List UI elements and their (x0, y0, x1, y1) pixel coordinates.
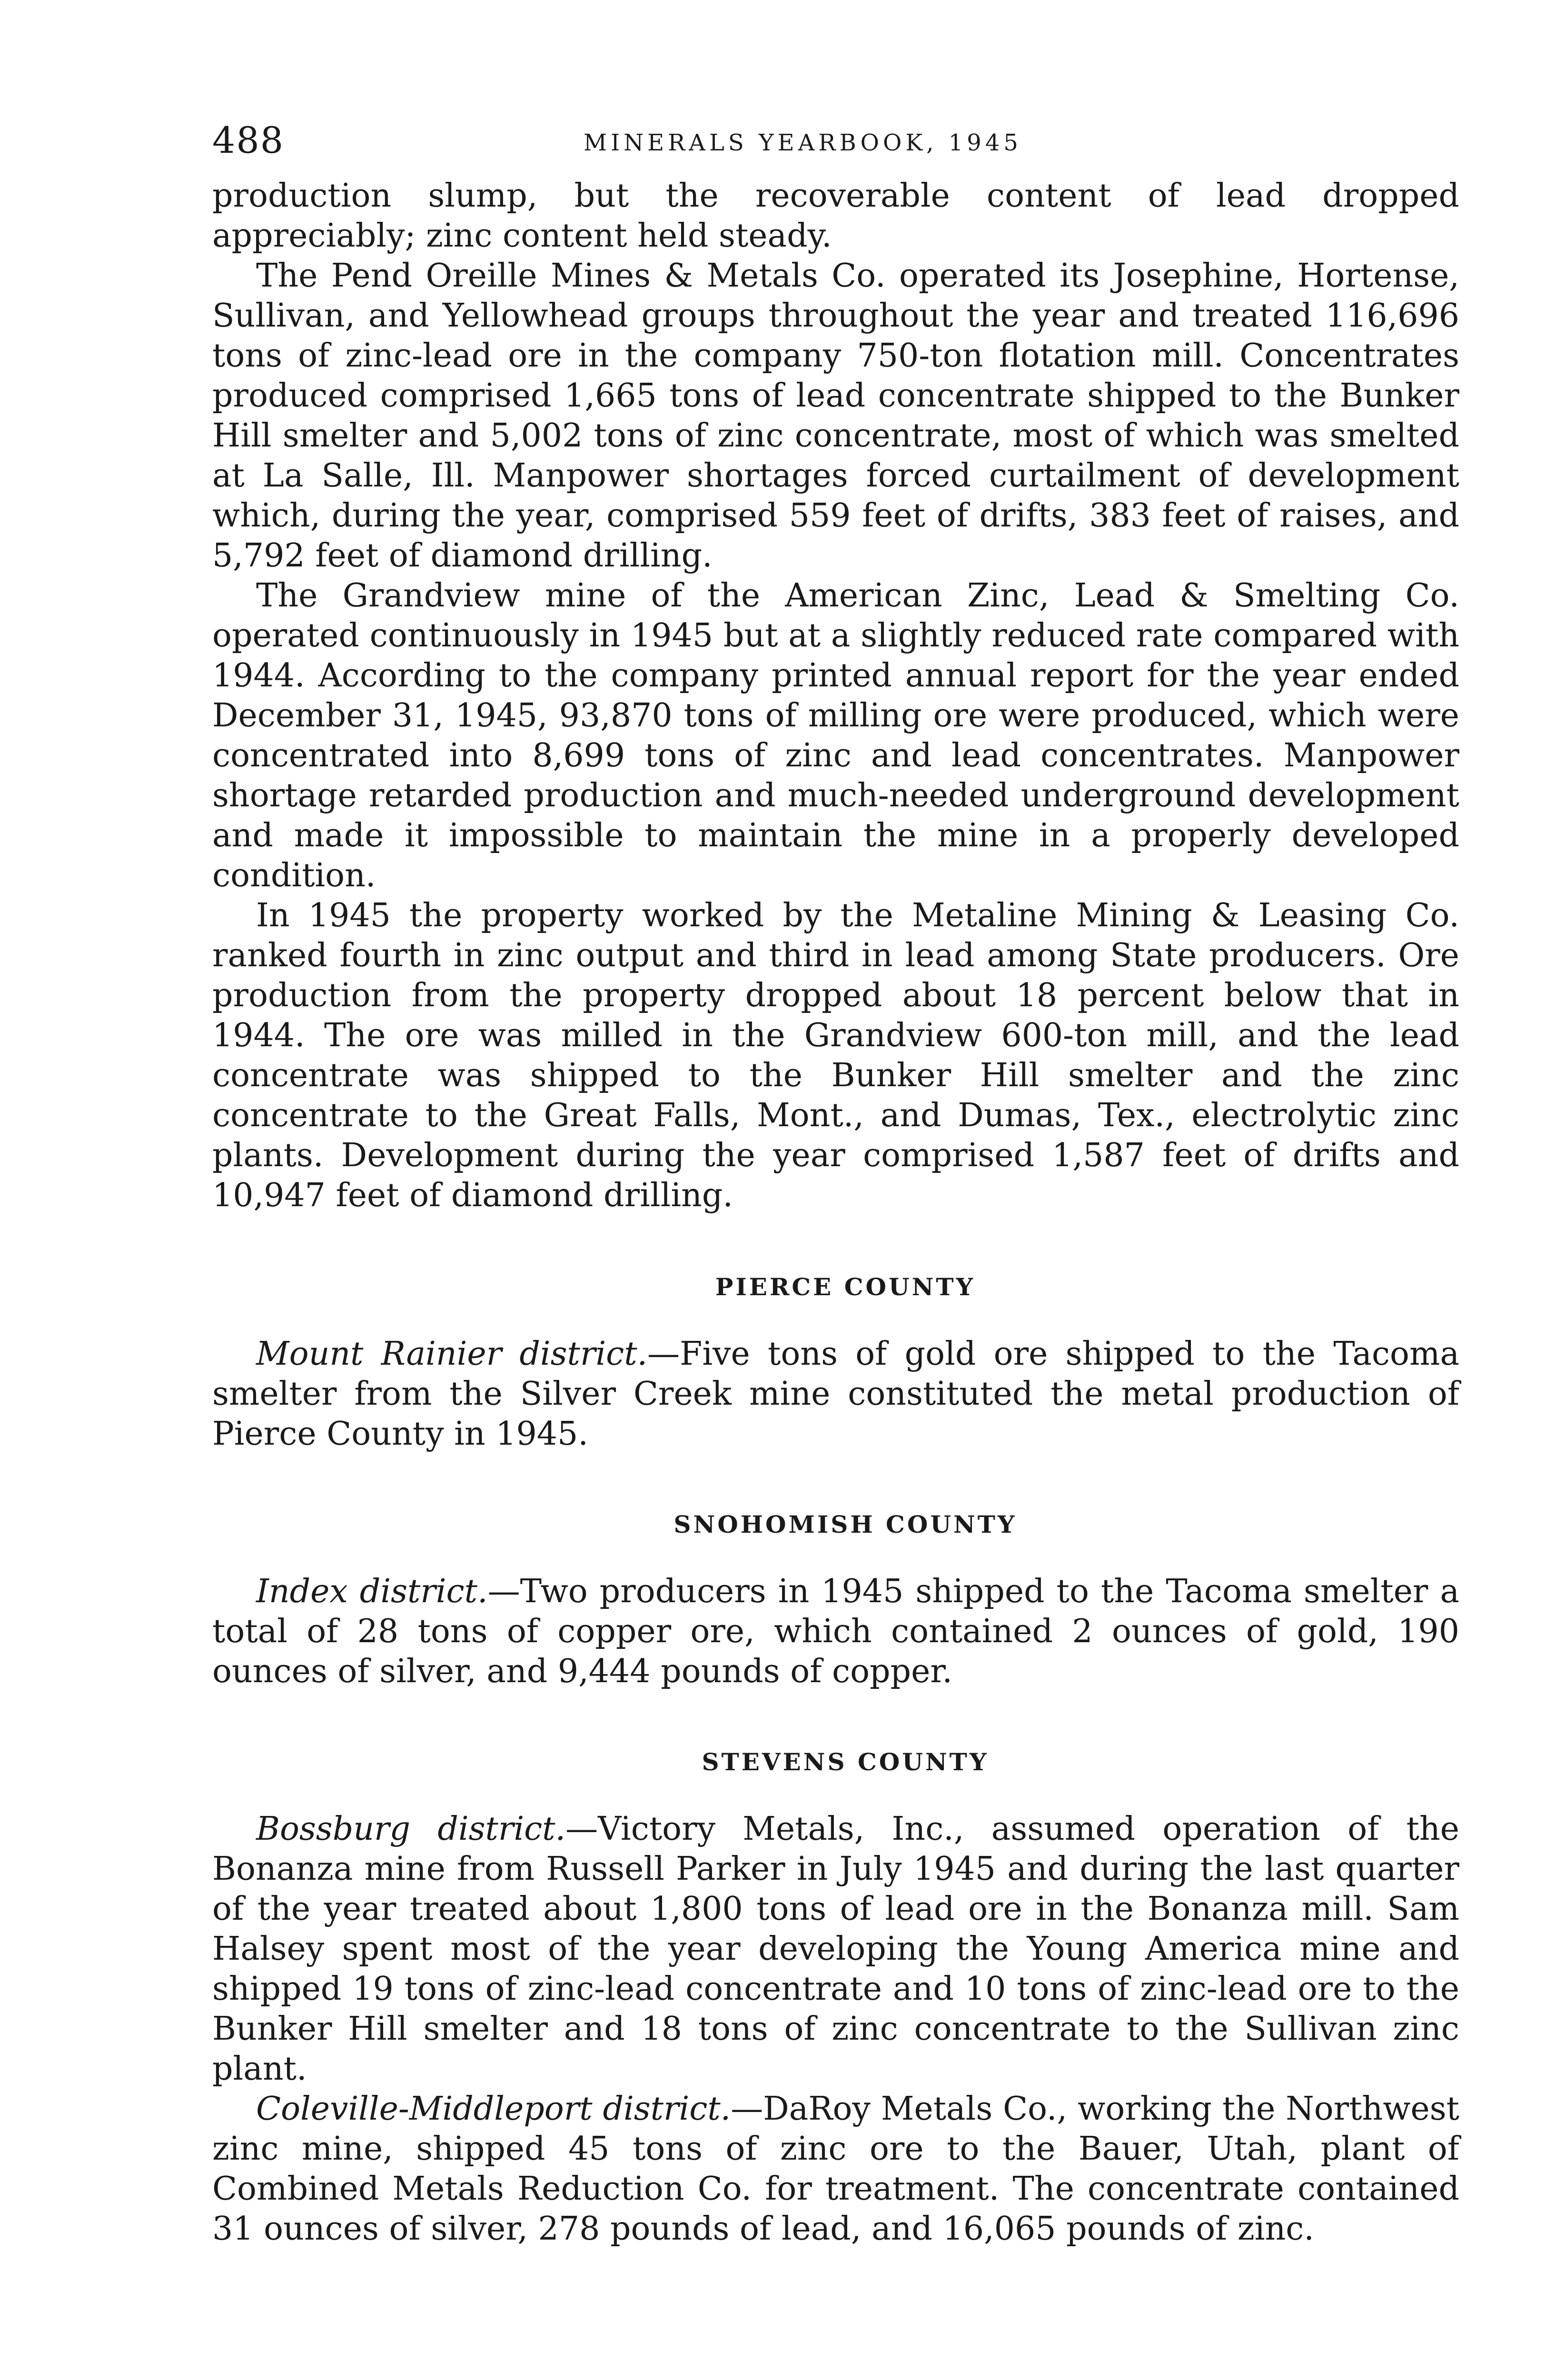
district-text: —Five tons of gold ore shipped to the Tacoma smelter from the Silver Creek mine constituted the metal production of Pierce County in 1945. (212, 1335, 1459, 1453)
paragraph-metaline-mining: In 1945 the property worked by the Metaline Mining & Leasing Co. ranked fourth in zinc output and third in lead among State producers. Ore production from the property dropped about 18 percent below that in 1944. The ore was milled in the Grandview 600-ton mill, and the lead concentrate was shipped to the Bunker Hill smelter and the zinc concentrate to the Great Falls, Mont., and Dumas, Tex., electrolytic zinc plants. Development during the year comprised 1,587 feet of drifts and 10,947 feet of diamond drilling. (212, 897, 1459, 1214)
page-header (212, 119, 1459, 167)
paragraph-pend-oreille: The Pend Oreille Mines & Metals Co. operated its Josephine, Hortense, Sullivan, and Yellowhead groups throughout the year and treated 116,696 tons of zinc-lead ore in the company 750-ton flotation mill. Concentrates produced comprised 1,665 tons of lead concentrate shipped to the Bunker Hill smelter and 5,002 tons of zinc concentrate, most of which was smelted at La Salle, Ill. Manpower shortages forced curtailment of development which, during the year, comprised 559 feet of drifts, 383 feet of raises, and 5,792 feet of diamond drilling. (212, 257, 1459, 575)
running-title: MINERALS YEARBOOK, 1945 (584, 129, 1022, 156)
district-name: Coleville-Middleport district. (256, 2090, 731, 2128)
heading-snohomish-county: SNOHOMISH COUNTY (674, 1510, 1017, 1538)
district-text: —Victory Metals, Inc., assumed operation of the Bonanza mine from Russell Parker in July 1945 and during the last quarter of the year treated about 1,800 tons of lead ore in the Bonanza mill. Sam Halsey spent most of the year developing the Young America mine and shipped 19 tons of zinc-lead concentrate and 10 tons of zinc-lead ore to the Bunker Hill smelter and 18 tons of zinc concentrate to the Sullivan zinc plant. (212, 1810, 1459, 2088)
page-number: 488 (212, 119, 285, 161)
heading-pierce-county: PIERCE COUNTY (715, 1273, 976, 1301)
paragraph-continuation: production slump, but the recoverable content of lead dropped appreciably; zinc content held steady. (212, 177, 1459, 255)
district-text: —Two producers in 1945 shipped to the Tacoma smelter a total of 28 tons of copper ore, which contained 2 ounces of gold, 190 ounces of silver, and 9,444 pounds of copper. (212, 1573, 1460, 1690)
district-name: Mount Rainier district. (256, 1335, 648, 1373)
district-name: Index district. (256, 1573, 488, 1610)
document-page (212, 119, 1459, 2249)
district-text: —DaRoy Metals Co., working the Northwest zinc mine, shipped 45 tons of zinc ore to the Bauer, Utah, plant of Combined Metals Reduction Co. for treatment. The concentrate contained 31 ounces of silver, 278 pounds of lead, and 16,065 pounds of zinc. (212, 2090, 1459, 2248)
paragraph-index-district (212, 1572, 1459, 1692)
district-name: Bossburg district. (256, 1810, 566, 1848)
paragraph-coleville-middleport (212, 2089, 1459, 2249)
paragraph-bossburg (212, 1809, 1459, 2089)
paragraph-mount-rainier (212, 1334, 1459, 1454)
metaline-section (212, 176, 1459, 1216)
heading-stevens-county: STEVENS COUNTY (702, 1748, 989, 1776)
paragraph-grandview: The Grandview mine of the American Zinc, Lead & Smelting Co. operated continuously in 1945 but at a slightly reduced rate compared with 1944. According to the company printed annual report for the year ended December 31, 1945, 93,870 tons of milling ore were produced, which were concentrated into 8,699 tons of zinc and lead concentrates. Manpower shortage retarded production and much-needed underground development and made it impossible to maintain the mine in a properly developed condition. (212, 577, 1459, 894)
